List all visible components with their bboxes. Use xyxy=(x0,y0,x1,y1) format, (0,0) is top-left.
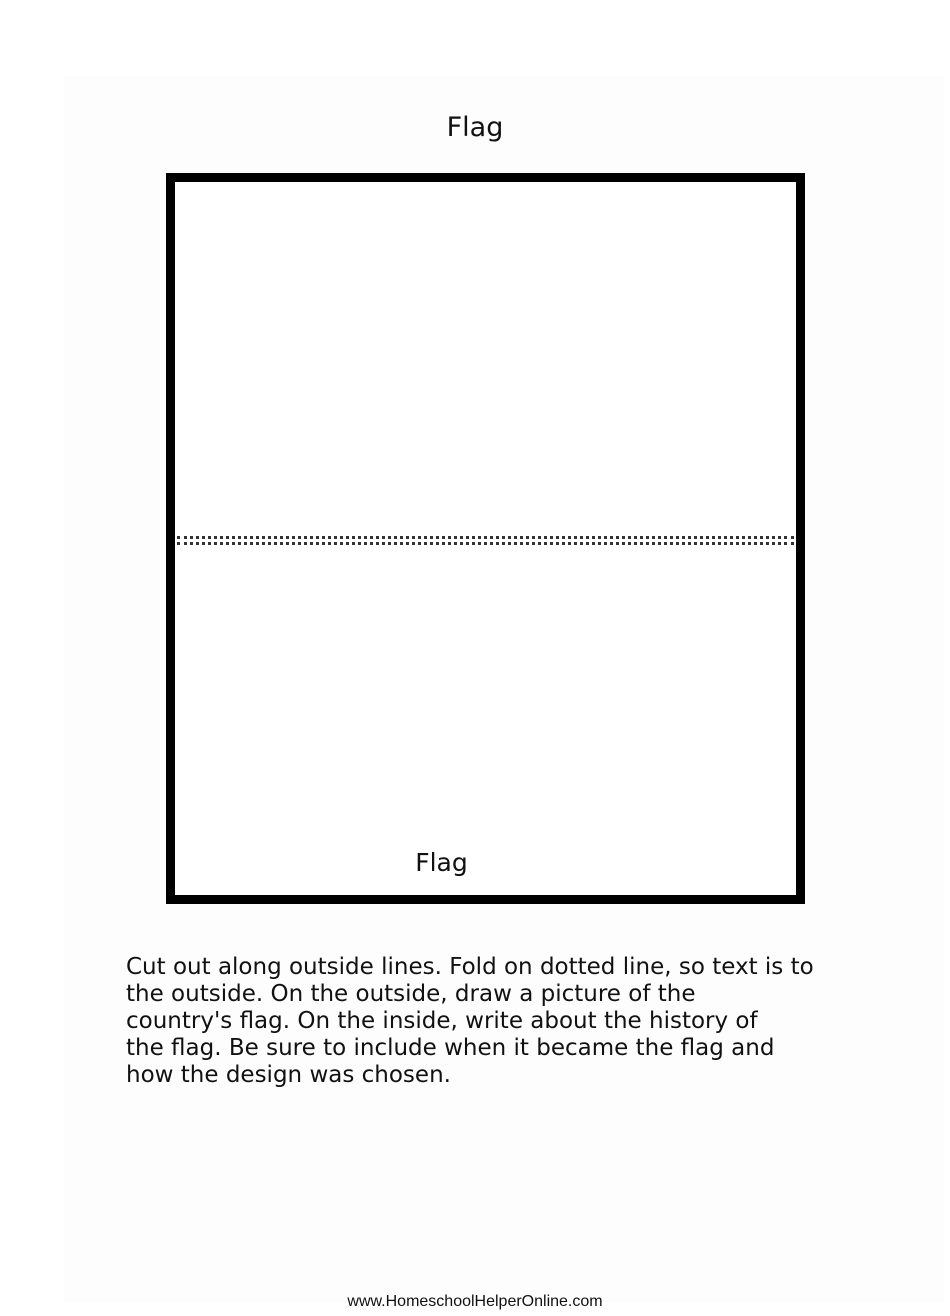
fold-dotted-line-lower xyxy=(177,542,794,545)
fold-dotted-line xyxy=(177,536,794,539)
flag-cutout-box xyxy=(166,173,805,904)
instructions-text: Cut out along outside lines. Fold on dotted line, so text is to the outside. On the outside, draw a picture of the country's flag. On the inside, write about the history of the flag. Be sure to include when it became the flag and how the design was chosen. xyxy=(126,954,814,1088)
inner-flag-label: Flag xyxy=(415,848,468,877)
footer-url[interactable]: www.HomeschoolHelperOnline.com xyxy=(347,1293,603,1310)
page-title: Flag xyxy=(446,112,504,143)
